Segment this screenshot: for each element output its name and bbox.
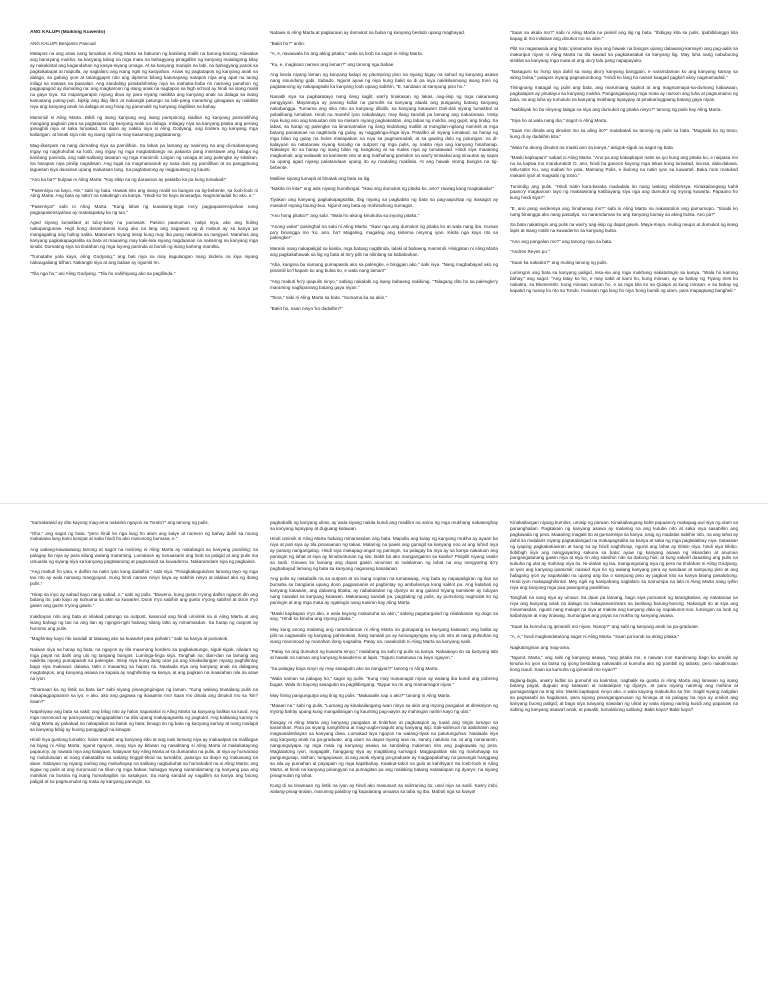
paragraph: Hindi niya gustong lumaklo; halos matakil ang kanyang siko at ang nais lamang niya ay makaalpas sa malilagas na biyag ni Aling Marta; ngunit ngayon, nang siya ay bitiwan ng nasaktang si Aling Marta at makakatayong papauroy, ay nawala niya ang kalayaan. kalayaan kay Aling Marta at sa dumaraka na pulis, at siya ay humaraop ng malulusutan at nang makatakbo sa walang tinggol-tikod na tumakbo, patungo sa ibayo ng maluwang na daan. Sabayan ng niyang narinig ang mahahayap na salitang nagbubuhat sa humahabol na si Aling Marta; ang sigaw ng pulis at ang surumuod na tilian ng mga babae; bahagya niyang naramdamang ng kanyang paa ang mahikas na busina ng isang humahagibis na sasakyan. Sa isang sandali ay nagdilim sa kanya ang buong paligid at sa pagmumulat ng mata ay kanyang paningin, sa — [30, 737, 258, 784]
paragraph: "Tena," sabi ni Aling Marta sa bata. "Sumama ka sa akin." — [270, 295, 388, 301]
paragraph: May kung anong malamig ang naramdaman ni Aling Marta na gumapang sa kanyang katawan; ang balita ay pilit na nagsasabi ng kanyang pahimakas. Ilang sandali pa ay lumungayngay ang ulo nito at nang pulsuhan ng isang manonood ay manahan ilong nagsalita. Patay na, nasalodob ni Aling Marta sa kanyang sarili. — [270, 626, 498, 644]
paragraph: "Maghintay kayo rito sandali at tatawag ako sa kuwartel para pahatiri," sabi sa kanya at pumasok. — [30, 636, 229, 642]
story-author: ANG KALUPI Benjamin Pascual — [30, 40, 96, 46]
paragraph: "Saan sa akala mo?" sabi ni Aling Marta na piniisil ang liig ng bata. "Ibibigay kita sa pulis. Ipabibilanggo kita kapag di mo inilabas ang dinukot mo sa akin." — [510, 30, 738, 41]
paragraph: Nanatili siya sa pagkakatayo nang ilang saglit, wari'y tinakasan ng lakas, nag-iisip ng mga nakaraang pangyayari. Mayamaya ay parang kidlat na gumuhit sa kanyang alaala ang pusgaang batang kanyang nakabangga. Tumama ang siko nito sa kanyang dibdib, sa kanyang katawan! Dali-dali siyang lumakbal at pabalibang lumabas. Hindi na marahil iyon nakakalayo; may ilang sandali pa lamang ang nakararaan. Inisip niya kung ano ang kasuutan nito na masam niyang pagkakatitan, ang tabas ng mukha, ang gupit, ang tindig. Sa labas, sa harap ng palengke na kinamamalan ng ilang tindahang maliliit at mangilan-ngilang naminili at mga batang panatanae na nagtitinda ng gulay, ay naggalinga-linga siya. Patalibo uli siyang lumakad, sa harap ng mga bilao ng gulay na halos masapakan na niya sa pagmamadali, at sa gawing dulo ng pulungan, na di-kalayuan sa natatanaw niyang karaitig na outpost ng mga pulis, ay nakita niya ang kanyang hinahanap. Nakatayo ito sa harap ng isang bilao ng kangkong at sa malas niya ay tumatawad. Hindi siya maaaring magkamali; ang walawak na kamisete nito at ang maihahang pantalon na wari'y sinisakal ang sinuutan ay sapat na upang agad niyang palatandaan upang ito ay madaling makilala. At ang hawak nitong bangos na tig-bebente. — [270, 94, 498, 171]
paragraph: Ibinigay ni Aling Marta ang kanyang pangalan at tinitirhan at pagkatapos ay tuwid ang tingin lumayo sa karamihan. Para pa siyang nanghihina at mag-uugbi-magulo ang kanyang isip; Sali-salimuot na alalahanin ang magsasalimbayan sa kanyang diwa. Lumakad siya ngayon na walang-tiyak na patutunguhan. Naalaala niya ang kanyang anak na pa-graduate, ang ulam na dapat niyang iuwi na, sana'y naluluto na, at ang nanananim, nangungulyapa ng mga mata ng kanyang asawa sa sandaling malaman nito ang pagkawala ng pera. Maglalatong iyon, magagalit, hanggang siya ay magtitilang sumagot. Magpapalitan sila ng mahahayap na pangungusap, sisihan, tungayawan, at ang anak niyang pa-graduate ay magpapabahay na panangis hanggang sa sila ay pumahan at payapain ng mga kapitbahay. Katakut-takot na gulo at kahihiyan! Sa loob-loob ni Aling Marta, at hindi na kanyang pinangyari na pumagitan pa ang malaking batang natatalapan ng dyaryo, na siyang pinagmulan ng lahat. — [270, 719, 498, 778]
paragraph: Kung di sa tinamaan ng lintik na iyan ay hindi ako masusuot sa sulirraning ito, usal niya sa sarili. Kasi'y imbi, walang-pinag-aralan, marumng palaboy ng kapalarang umaasa sa taba ng iba. Mabuti nga sa kanya! — [270, 783, 498, 795]
column-paragraphs — [270, 520, 498, 795]
paragraph: "Ano hong pitaka?" ang sabi. "Wala ho akong kinukuha sa inyong pitaka." — [270, 213, 420, 219]
paragraph: Pilit na nagwawala ang bata; ipinamulsa niya ang hawak na bangos upang dalawang-kamaym ang pag-aalis sa makuriput niyan ni Aling Marta na tila kawad sa pagkakasakal sa kanyang liig. May luha nang nabubuong sisiklat sa kanyang mga mata at ang ulo'y lalu pang napapayuko. — [510, 46, 738, 64]
paragraph: "Ku, e, magkano naman ang laman?" ang tanong nga babae. — [270, 61, 395, 67]
paragraph: Inakbayan nito ang bata at nilakad patungo sa outpost, kasunod ang hindi umiimik na si Aling Marta at ang isang bahagi ng tao na ang ilan ay ngingiti-ngiti habang silang lalto ay minamasdan. Sa harap ng outpost ay humintо ang pulis. — [30, 613, 258, 631]
paragraph: Hindi umimik si Aling Marta habang minamasdan ang bata. Mapulla ang kulay ng kanyang mukha ay ayaan ba niya at pati siya ay tila pinaraanan ng takas. Malamig na pawis ang gumigit sa kanyang noo at ang luhod niya ay parang nangangalog. Hindi siya makapag-angat ng paningin, sa palagay ba niya ay sa kanya nakatuon ang paningin ng lahat at siya ay binubuntunan ng sisi. Bakit ba ako mangangaimo sa kanila? Pinipilit niyang usalin sa sarili. Ginawa ko lamang ang dapat gawin ninuman at nalalaman ng lahat na ang nangyaring ito'y pagbabayad lamang ng bata sa kanyang naganang kasalanan. — [270, 536, 498, 571]
paragraph: "Tumatabe yata kayo, Aling Godyang," ang bati niya sa may kagulangan nang tindera na kiya niyang nakaugaliang bilhan. Nakangiti siya at ang babae ay ngumiti rin. — [30, 254, 258, 266]
paragraph: Kinakailangan niyang kumilos, umisip ng paraan. Kinakailangang kahit papaano'y makapag-uwi siya ng ulam sa pananghalian. Pagkakain ng kanyang asawa ay malamig na ang kulube nito at saka niya sasabihin ang pagkawala ng pera. Maaaring magalit ito at gumamitiya sa kanya, iusig ng madalas sabihin nito, na ang lahat ay dahil sa malalaris niyang pagtatalangad na makapagsalita sa kanya at saka ng mga paglalakbay niya. Itataasan ng iyaping pagkakatuwiran at kung sa ay hindi naghihirap, ngunit ang lahat ay titiisin niya, hindi siya kikibo. Ikibibigh iiiya ang nangyayaring sakuna sa bata; ayaw ng kanyang asawa ng iskandalo at anuman pangangalanang gawin niya at siya rin ang sisisihin nito sa dakong huli; at kung sakali'l daaatiing ang pulis na kukuha ng ulat ay mahirap niya itu. Ni-ulatan ng isa, mangungutang siya ng pera na tindahan ni Aling Godyang, at iyon ang kanyang ipamimili; naisaid niya rin ng walang kanyang pera ay sandaan at sampung piso at ang halagang iyon ay napakalaki na upang ang iba o sampung piso ay pagkait nito sa kanya bilang pasalubong. Hindi iyon makapaghihintal. Mey ngiti ng kasiyahang naglalaro sa namumpa na labi ni Aling Marta nang iyihin niya ang kanyang mga paa patungong pamilihan. — [510, 520, 738, 590]
paragraph: Matapos na ang araw nang lumabas si Aling Marta sa bakuran ng kanilang maliit na barung-barong. Alawalas ang banayang mukha: sa kanyang lubog na mga mata na bahagyang pinagdilim ng kanyang malalagong kilay ay nakakintal ang kagandahan ng kasya-siyang umaga. At sa kanyang manipis na labi, na bahagyang pasok sa pagkakalapat at mapulla, ay naglalaro ang isang ngiti ng kasiyahan. Anaw ng pagtatapos ng kanyang anak na dalaga, sa gabing iyon at tatanggapin nito ang diploma bilang katunayang natapos niya ang apat na taong inilagi sa mataas na paaralan. Ang sandaling pinakahihintay niya sa mahaba-haba rin namang panahon ng pagpapagod ay dumating na: ang magkaroon ng isang anak na nagtapos sa high school ay hindi na isang maliit na gaya niya. Sa mapangarapin niyang diwa ay para niyang nakikita ang kanyang anak na dalaga sa isang kasuutang puting-puti, kipkip ang ibig libro at nakangiti patungo sa labi-pang maraming ginagawa ay nakikita niya ang kanyang anak na dalaga at ang hirap ng panunukli ng kanyang naglilinis sa bahay. — [30, 51, 258, 110]
column-paragraphs — [270, 30, 498, 312]
paragraph: Mamimili si Aling Marta. Bibili ng isang kanyang ang isang pampinong siadlan ng kanyang pamimilihing mangang pagkain para sa pagtatapos ng kanyang anak na dalaga. Inilagay niya sa kanyang pitaka ang perang ipinagbili niya at saka lumakad. Sa daan ay nakita niya si Aling Godyang, ang tindera ng kanyang mga kailangan, at binati siya nito ng isang ngiti na may kasamang pagtatanong. — [30, 114, 258, 138]
page-1-column-1 — [30, 30, 258, 490]
column-paragraphs — [510, 520, 738, 713]
paragraph: Lumingon ang bata sa kanyang paligid, insa-isa ang mga mukhang nakatutingin sa kanya. "Wala ho kaming bahay," ang sagot. "Ang tatay ko ho, e may sakit at kami ho, kung minsan, ay sa bahay ng Tiyang Ines ko nakatira, sa Blumentritt. Kung minsan naman ho, e sa mga kila ko sa Quiapo at kung minsan, e sa bahay ng kapatid ng nanay ko rito sa Tondo. Inutusan nga lang ho niya 'kong bumili ng ulam, para mapagsang bangheli." — [510, 270, 738, 293]
paragraph: "Ang mabuti ho'y ipapulis ninyo," sabing nakalabi ng isang babaeng nakikinig. "Talagang dito ho sa palengke'y maraming nagliipanang batang gaya niyan." — [270, 278, 498, 290]
paragraph: Nagkatinginan ang mag-ama. — [510, 644, 571, 650]
paragraph: Tumindig ang pulis. "Hindi natin kara-karaka madadala ito nang walang ebidensya. Kinakailangang kahit paano'y magkaroon tayo ng makatwirang katibayang siya nga ang dumukot ng inyong kuwarta. Papaano ho kung hindi siya?" — [510, 183, 738, 201]
paragraph: Biglang-bigla, anak'y kidlat na gumuhit sa karimlan, nagbalik sa gunita ni Aling Marta ang larawan ng isang batang payat, duguan ang katawan at natatakpan ng dyaryo, at para niyang naririnig ang mahina at gumagaralgal na tinig nito: Maski kapkapan ninyo ako, e wala kayong makukuha sa 'kin. Saglit siyang natigilan sa pagsasabi sa hagdanan, para siyang pinanganganusan ng hininga at sa palagay ba niya ay umikot ang kanyang buong paligid; at bago siya tuluyang nawalan ng ulirat ay wala siyang narinig kundi ang papanaw na sabing ng kanyang asawa'l anak, at pasaliti, tumalabong salitang: Bakit kaya? Bakit kaya? — [510, 677, 738, 713]
paragraph: "E, ano pang evidensya ang hinahanap mo?" sabi ni Aling Marta na nakatutulon ang pamumupo. "Sinabi ko nang binangga ako nang pasadya, na naramdaman ko ang kanyang kamay sa aking bulsa. Ano pa?" — [510, 205, 738, 217]
paragraph: "Ano ang pangalan mo?" ang tanong niya sa bata. — [510, 238, 613, 244]
paragraph: "Maski kapkapan!" sabad ni Aling Marta. "Ano pa ang kakapkapin natin sa iyo kung ang pitaka ko, e naipasa mo na sa kapwa mo mandurukot! O, ano, hindi ba ganoon kayong mga tekas kung lumakad, isa-isa, dala-dalawa, tatlu-tatlo! Ku, ang mabuti ho yata, Mamang Pulis, e ikulong na natin iyan sa kuwartel. Baka roon matukod makaisl iyan at magsabi ng totoo." — [510, 155, 738, 179]
paragraph: "Samakatwid ay dito kayong mag-ama nakatira ngayon sa Tondo?" ang tanong ng pulis. — [30, 520, 209, 525]
paragraph: "A, e," hindi magkandatutong sagot ni Aling Marta. "Saan pa kundi sa aking pitaka." — [510, 634, 680, 640]
paragraph: "A, e, nawawala ho ang aking pitaka," wala sa loob na sagot ni Aling Marta. — [270, 51, 423, 56]
paragraph: Tanghali na nang siya ay umuwi. Sa daan pa lamang, bago siya pumasok ng tarangkahan, ay natatanaw na niya ang kanyang anak na dalaga na nakapanamintara sa kanilang barung-barong. Nakangiti ito at siya ang minamasdan, ngunit nang malapit na siya at makita ang kanyang dala ay napakunot-noo, lumingon sa loob ng kabahayan at may tinawag. Sumungaw ang payat na mukha ng kanyang asawa. — [510, 595, 738, 619]
paragraph: "Ngunit, Marta," ang sabi ng kanyang asawa, "ang pitaka mo, e naiwan mo! Kaninnang bago ka umalis ay kinuha ko iyon sa bulsa ng iyong bestidong nakasabit at kumuha ako ng pambili ng tabako, pero nakalimutan kong isauli. Saan ka kumuha ng ipinamili mo niyan?" — [510, 655, 738, 672]
paragraph: Tiyakan ang kanyang pagkakapagsalita; ibig niyang sa pagkabito ng bata sa pag-aapuhap ng isasagot ay masukol niyang buung-buo. Ngunit ang bata ay mahinahong sumagot. — [270, 196, 498, 208]
paragraph: Sa bata nakatingin ang pulis na wari'y nag-iisip ng dapat gawin. Maya-maya, muling naupo at dumukot ng isang lapis at isang maliit na kuwaderno sa kanyang bulsa. — [510, 222, 738, 234]
paragraph: "Wala ho akong dinukot na maski ano sa kanya," aisiguk-siguk na sagot ng bata. — [510, 144, 674, 150]
paragraph: "Siya ho at wala nang iba," sagot ni Aling Marta. — [510, 117, 608, 123]
paragraph: "Nakita rin kita!" ang asik niyang humihingal. "Ikaw ang dumukot ng pitaka ko, ano? Huwag kang magkakaila!" — [270, 186, 494, 192]
paragraph: "Tila nga ho," ani Aling Godyang. "Tila ho nahihiyang ako sa paglilinda." — [30, 270, 176, 276]
paragraph: "Ano ka ba?" bulyaw ni Aling Marta. "Kay sikip na ng daraanan ay patakbo ka pa kung lumakad!" — [30, 177, 227, 182]
paragraph: "Nakikiyak ho ba ninyong talaga na siya ang dumukot ng pitaka ninyo?" tanong ng pulis kay Aling Marta. — [510, 107, 722, 113]
paragraph: "Oho," ang sagot ng bata, "pero hindi ko nga lang ho alam ang kalye at numero ng bahay dahil sa noong makalawa lang kami lumipat at saka hindi ho ako marunong bumasa, e." — [30, 530, 258, 542]
paragraph: "Aba, kangina ba namang pumapasok ako sa palengke, e binggain ako," sabi niya. "Nang magbabayad ako ng pinamili ko'l kapain ko ang bulsa ko, e wala nang laman!" — [270, 262, 498, 274]
page-2 — [0, 503, 768, 1006]
paragraph: "Tinamaan ka ng lintik na bata ka!" sabi niyang pinanginginigan ng laman. "Kung walang tinatalang pulis na makapagpapaamin sa iyo, e ako, ako ang gagawa ng ikaaamin mo! Saan mo dinala ang dinukot mo sa 'kin? Saan?" — [30, 686, 258, 704]
paragraph: "Maaari na," sabi ng pulis. "Lamang ay kinakailangang iwan ninyo sa akin ang inyong pangalan at direksiyon ng inyong bahay upang kung mangailangan ng kaunting pag-aayos ay mahingan namin kayo ng ulat." — [270, 703, 498, 714]
paragraph: "Nasaguro ko hong siya dahil sa nang ako'y kanyang banggain, e naramdaman ko ang kanyang kamay sa aking bulsa," palapos niyang pagsusumbong. "Hindi ko lang ho naisiol kaagad pagka't akoy nagmamadali." — [510, 68, 738, 80]
paragraph: May himig pangungutya ang tinig ng pulis. "Makaaalis nap o ako?" tanong ni Aling Marta. — [270, 692, 451, 698]
paragraph: "Pasensya!" sabi ni Aling Marta. "Kung lahat ng kuwalang-ingat mo'y pagpapasensiyahan nang pagpapasensiyahan ay matatapakay ka ng tao." — [30, 203, 258, 215]
paragraph: "Sa palagay kaya ninyo ay may sasagutin ako sa nangyari?" tanong ni Aling Marta. — [270, 665, 439, 671]
paragraph: "Saan ka nakatira?" ang muling tanong ng pulis. — [510, 259, 608, 265]
paragraph: Ang pulis ay nakabalik na sa outpost at sa isang copitan na tumatawag. Ang bata ay napapaligiran ng ilan na bumaba sa banglaria upang doon pagpamanin at pagbintay ng ambulansya kung saklot pa. Ang kalahati ng kanyang katawan, ang dalawng tibalta, ay nababalutan ng dyaryo at ang guland niyang kamisete ay tuluyan nang nawalat sa kanyang katawan. Makaraang sandali pa, pagdating ng pulis, ay pumulong nagmulat ito ng paningin at ang mga mata ay ngatingin nang tuwiran kay Aling Marta. — [270, 576, 498, 606]
paragraph: Napahiyaw ang bata sa sakit; ang bilog nito ay halos napasakol ni Aling Marta sa kanyang balikat sa kaod. Ang mga nanonood ay para-parang nangapatitlan na dila upang makapagsalita ng pagtutol. Ang kaliwang kamay ni Aling Marta ay pakakad na nakapaikot sa batok ng bata; binago ito ng bata ng kanyang kamay at nang mailapit sa kanyang bibig ay buong panggigigil na kinagat. — [30, 709, 258, 732]
paragraph: "Pasensiya na kayo, Ale," sabi ng bata. Hawak nito ang isang maliit na bangos na tig-bebente, sa loob-loob ni Aling Marta. Ang bata ay tatlo't na nakatingin sa kanya. "Hindi ko ho kayo sinasadya. Nagmamadali ho ako, e." — [30, 187, 258, 199]
paragraph: "Saan mo dinala ang dinukot mo sa aling ito?" matabatali na tanong ng pulis sa bata. "Magsabi ka ng totoo, kung di ay dadalhin kita." — [510, 128, 738, 140]
column-paragraphs — [30, 51, 258, 277]
page-2-column-2 — [270, 520, 498, 998]
paragraph: Ang landa niyang laman ng kanyang kalupi ay pitumpong piso na siyang bigay na sahod ng kanyang asawa nang sinundang gabi, Sabado. Ngunit ayaw ng niya kung bakit sa di pa niya nakikilanmang isang tono ng pagtatanong ay nakapagsabi ka kanyang loob upang sabihin, "E, sandaan at sampung piso ho." — [270, 72, 498, 89]
paragraph: "Saan ka kumuha ng ipinamili mo niyan, Nanay?" ang sabi ng kanyang anak na pa-graduate. — [510, 623, 699, 629]
story-title: ANG KALUPI (Maikling Kuwento) — [30, 30, 106, 35]
paragraph: "Maski kapkapan n'yo ako, e wala kayong makukuha sa akin," sabing pagaturgaisd ng nilalabasan ng dugo sa ang. "Hindi ko kinuha ang inyong pitaka." — [270, 610, 498, 622]
paragraph: Tiningnang matagal ng pulis ang bata, ang marumiang sapkot at ang magmamapa-sa-dumang kaliawaan, pagkatapos ay pinatayui sa kanyang mukha. Pangangalayang mga mata ay naroon ang luha at pagsumamo ng bata, na ang luha ay tumutulo sa kanyang mukhang lupaypay at pinakaringgaang batang gaya niyan. — [510, 85, 738, 102]
paragraph: "Bakit ho?" anito. — [270, 40, 305, 46]
paragraph: Malilise siyang lumapit at binatak ang bata sa liig. — [270, 175, 371, 181]
paragraph: Marami nang nakapaligid sa kanila, mga batang nagtitinda, lalaki at babaeng mamimili. Hinigpitan ni Aling Marta ang pagkakahawak sa liig ng bata at ito'y pilit na nilinlang sa kababaihan. — [270, 245, 498, 257]
page-1-column-2 — [270, 30, 498, 490]
paragraph: "Hirap sa inyo ay sabad kayo nang sabad, e," sabi ng pulis. "Buweno, kung gusto n'yong dalhin ngayon din ang batang ito, pati kayo ay sumama sa akin sa kuwartel. Doon n'yo sabihin ang gusto n'yong sabihin at doon n'yo gawin ang gusto n'yong gawin." — [30, 591, 258, 609]
paragraph: "Patay na ang dumukot ng kuwarta ninyo," malabang na sabi ng pulis sa kanya. Nakaaiayo ito sa kanyang tabi at hawak na naman ang kanyang kuwaderno at lapis. "Siguro matutuwa na kayo ngayon." — [270, 649, 498, 661]
paragraph: pagbabalik ng kanyang ulirat, ay wala siyang nakita kundi ang madilim na anino ng mga mukhang nakatunghay sa kanyang lupaypay at duguang katawan. — [270, 520, 498, 531]
paragraph: Natawa si Aling Marta at pagkaraan ay dumukot sa bulsa ng kanyang bestido upang magbayad. — [270, 30, 466, 35]
paragraph: Aged siyang lumaklaot at tuluy-tuloy na pumasok. Pasinci paanuman, natipi niya, ako ang huling nakapangunaw. Higit kong dararndamin kung ako na lang ang nagawan ng di mabuti ay sa kanya pa mangagaling ang huling salita. Matamam niyang inisip kung may iba pang nakakita sa nangyari. Marahas ang kanyang pagkakapagsalita sa bata at maaaring may kaki-lala siyang nagdaanan na nakarinig sa kanyang mga sinabi. Dumating siya sa tindahan ng mga luyong paninda at bumili ng isang kartong mantika. — [30, 220, 258, 249]
paragraph: "Bakit ho, saan ninyo 'ko dadalhin?" — [270, 305, 343, 311]
page-2-column-1 — [30, 520, 258, 998]
paragraph: Mag-iikasyam na nang dumating siya sa pamilihan. Sa labas pa lamang ay nanining na ang di-mabanayang ingay ng naghuhuhat sa loob, ang ingay ng mga magtatabango na pakanta pang ininistawe ang halaga ng kanilang paninda, ang salit-salitang tawaran ng mga mamimili. Lingon ng umaga at ang palengke ay siksikan. Sa harapan niya pinilip nagsiksan. Ang lugal na magmamanok ay nasa dulo ng pamilihan at sa panggitnang laguesan siya dananan upang makaraan lang. Sa pagtatanong ay nagpautang ng kaunti. — [30, 142, 258, 172]
paragraph: "Ang mabuti ho yata, e dalhin na natin iyan kung dadalhin," sabi niya. "Pinagkakaguluhan lamang tayo ng mga tao rito ay wala namang mangyayari. Kung hindi naman ninyo kaya ay sabihin ninyo at lalakad ako ng ibang pulis." — [30, 569, 258, 587]
paragraph: "Wala naman sa palagay ko," sagot ng pulis. "Kung may mananagot niyan ay walang iba kundi ang pobreng bugas. Wala rin kayong sasagutin sa paglilibingang. Taypar na rin ang mamamagot niyan." — [270, 676, 498, 688]
column-paragraphs — [30, 520, 258, 784]
paragraph: "Andres Reyes po." — [510, 249, 550, 255]
page-2-column-3 — [510, 520, 738, 998]
column-paragraphs — [510, 30, 738, 294]
paragraph: "Anong wala!" pasinghal na sabi ni Aling Marta. "Ikaw nga ang dumukot ng pitaka ko at wala nang iba. Kunwa pa'y binangga mo 'ko, ano, ha? Magaling, magaling ang sistema ninyong iyan. Kikita nga kayo rito sa palengke!" — [270, 223, 498, 241]
paragraph: Ang walang-kawawaang tanong at sagot na naririnig ni Aling Marta ay nakabagot sa kanyang pandinig; sa palagay ba niya ay para silang walang maraming. Lumalaon ay lumaasami ang loob sa paligid at ang pulis ma umuasla ng siyang-siya sa kanyang pagtatanong at pagsusulat sa kuwaderno. Nakaramdam siya ng pagkainis. — [30, 546, 258, 564]
paragraph: Naiwan siya sa harap ng bata, na ngayon ay tila maamong kordero sa pagkakatungo, siguk-siguk, nilalaro ng mga payat na daliri ang ulo ng tangang bangos. Luminga-linga siya. Tanghali na; dian-dan na lamang ang nakikita niyang pumapasok sa palengke. Inisip niya kung ilang oras pa ang kinakailangan niyang paghihintay bago siya makauwi: dalawa, tatlo o maaaring sa hapon na. Naalaala niya ang kanyang anak na dalagang magtatapos, ang kanyang asawa na kapala ay naghihintay sa kanya, at ang pagkain na inaasahan nila sa araw na iyon. — [30, 646, 258, 682]
page-1-column-3 — [510, 30, 738, 490]
